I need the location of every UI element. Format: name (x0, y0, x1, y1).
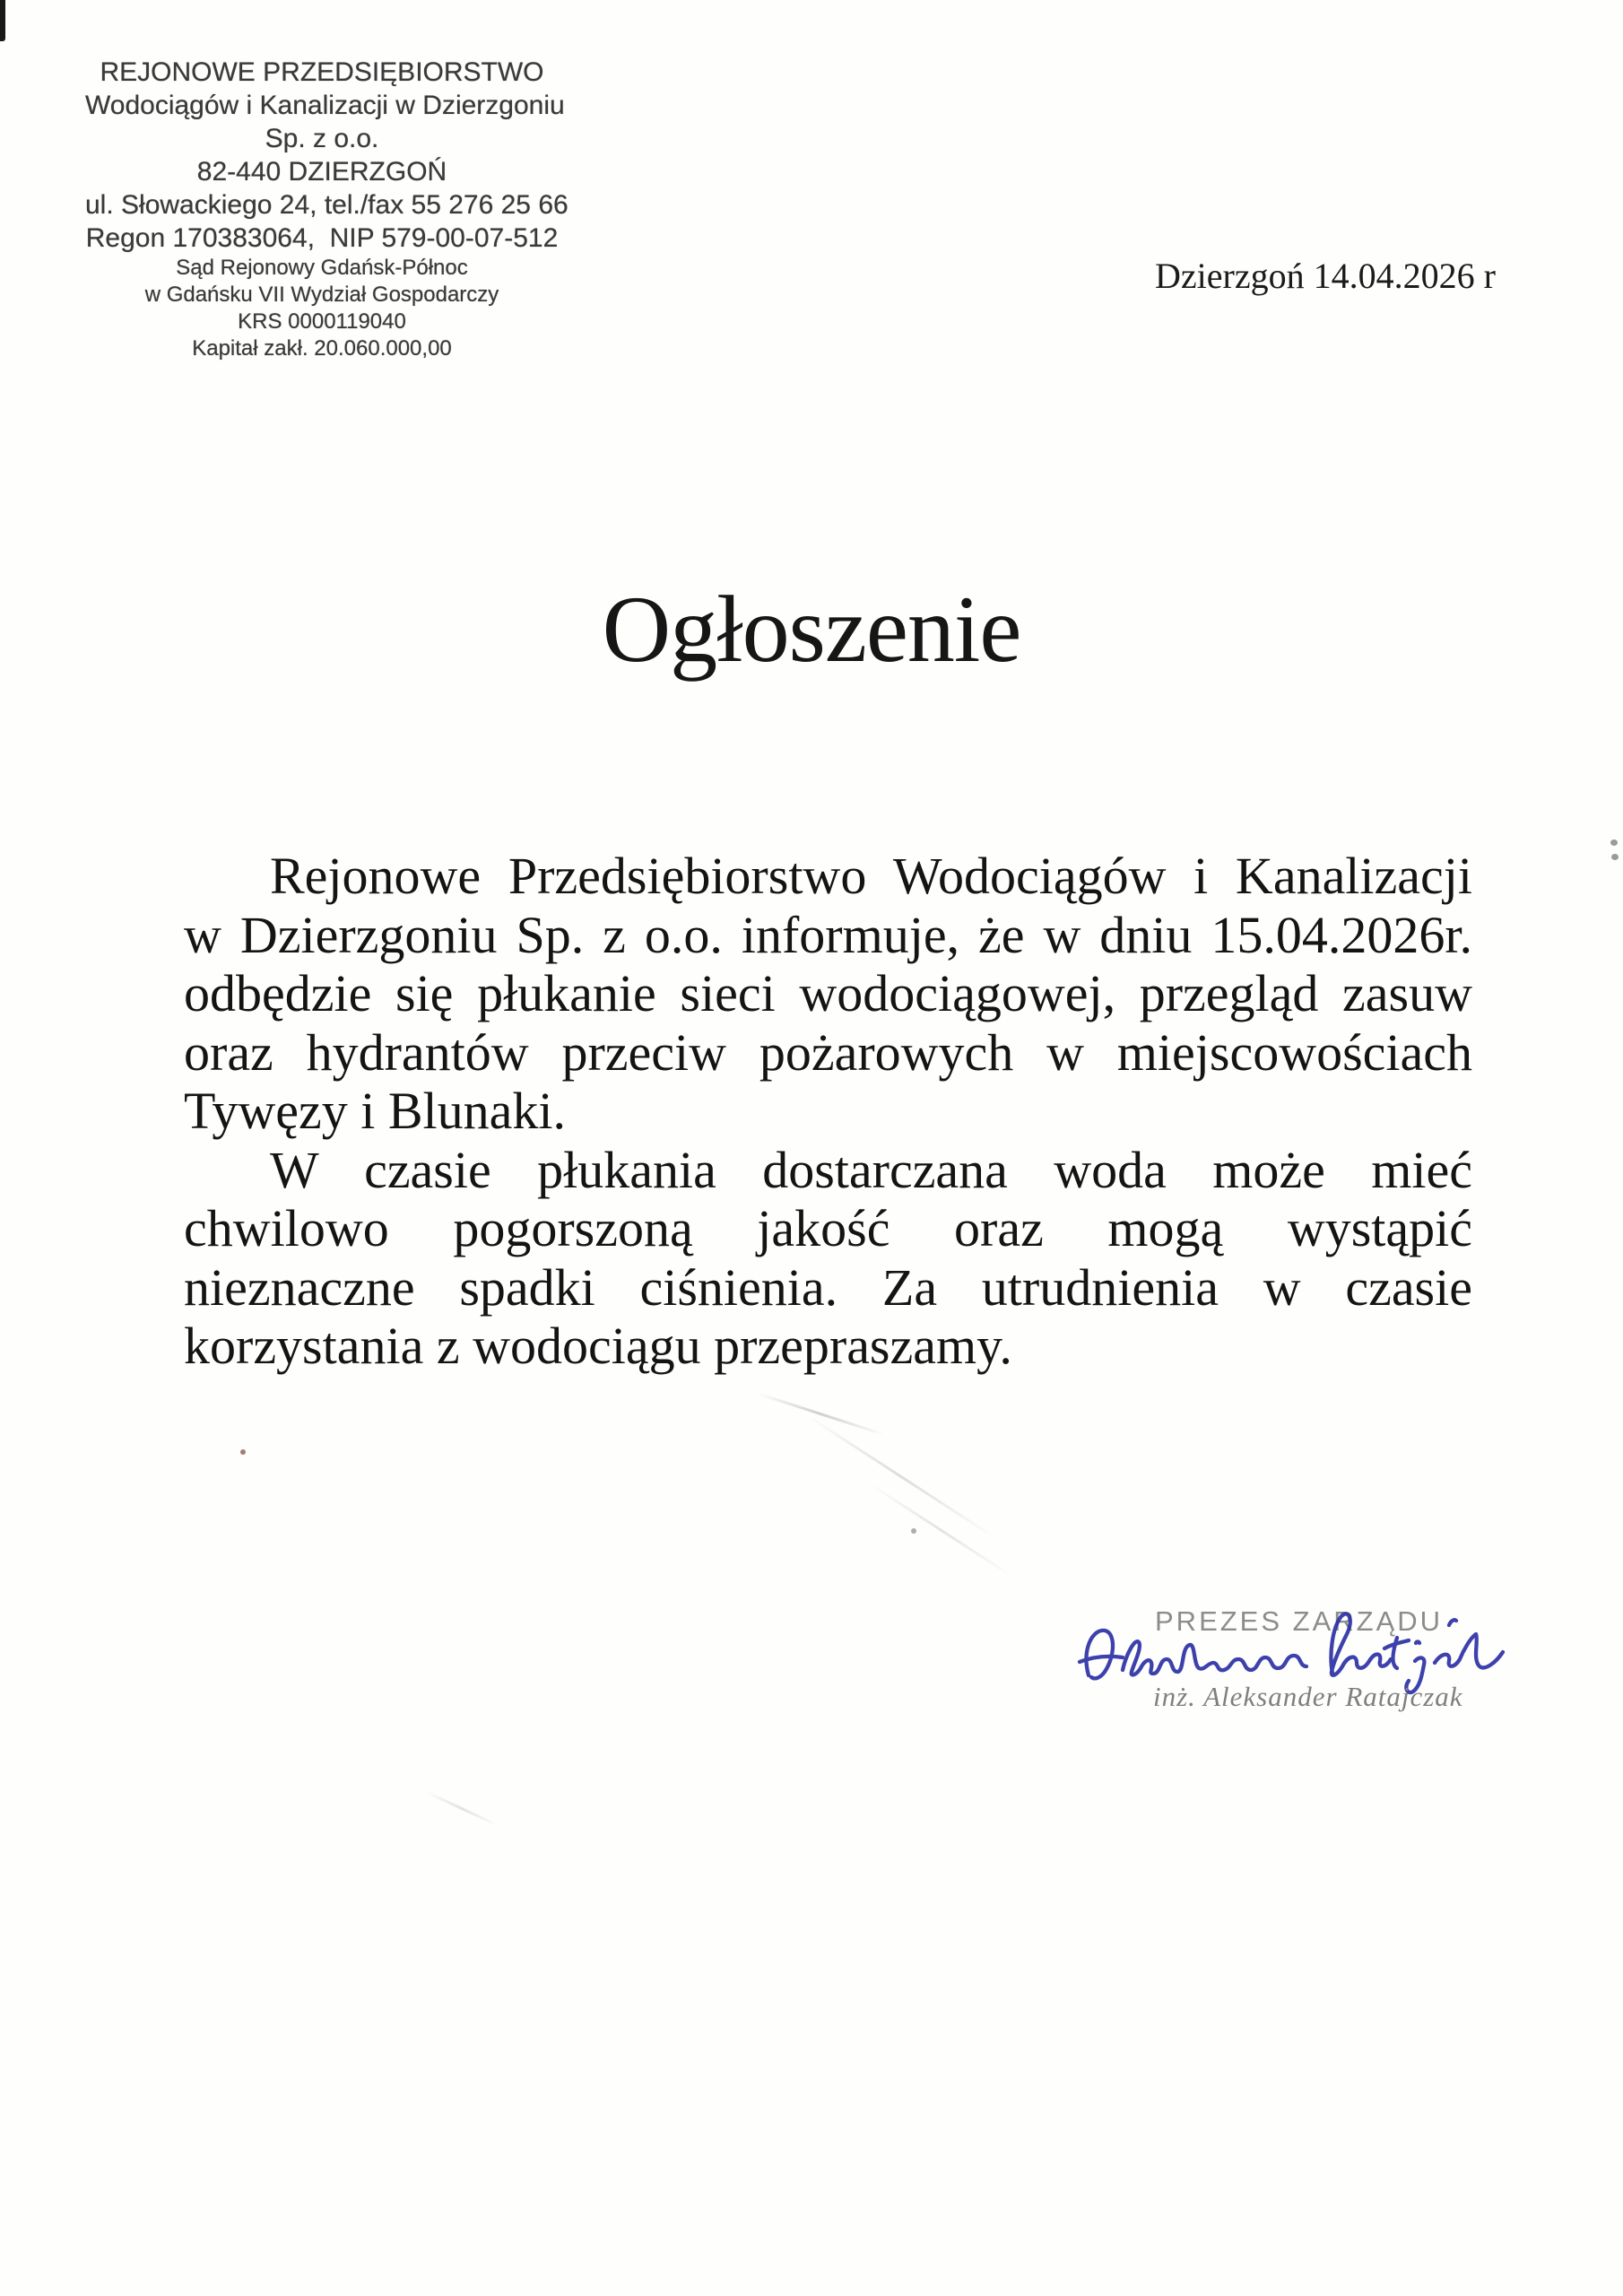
scan-smudge (870, 1483, 1014, 1578)
body-line: odbędzie się płukanie sieci wodociągowej, przegląd zasuw (184, 964, 1472, 1022)
body-line: oraz hydrantów przeciw pożarowych w miejscowościach (184, 1022, 1472, 1082)
letterhead-company-name-2: Wodociągów i Kanalizacji w Dzierzgoniu (85, 91, 565, 120)
body-line: Rejonowe Przedsiębiorstwo Wodociągów i Kanalizacji (270, 847, 1472, 905)
page-title: Ogłoszenie (602, 577, 1021, 682)
scan-speck (1610, 839, 1618, 846)
announcement-body (184, 847, 1472, 1376)
letterhead-court: Sąd Rejonowy Gdańsk-Północ (176, 256, 468, 280)
scan-speck (1611, 854, 1619, 860)
letterhead-krs: KRS 0000119040 (238, 309, 406, 334)
scan-speck (911, 1528, 916, 1534)
letterhead-address-phone: ul. Słowackiego 24, tel./fax 55 276 25 66 (85, 190, 568, 220)
letterhead-company-name: REJONOWE PRZEDSIĘBIORSTWO (100, 57, 544, 87)
letterhead-capital: Kapitał zakł. 20.060.000,00 (192, 336, 452, 361)
body-line: chwilowo pogorszoną jakość oraz mogą wystąpić (184, 1199, 1472, 1257)
letterhead-postal-city: 82-440 DZIERZGOŃ (196, 157, 447, 187)
letterhead-legal-form: Sp. z o.o. (265, 124, 379, 153)
signature-role: PREZES ZARZĄDU (1155, 1605, 1444, 1637)
scan-edge-mark (0, 0, 5, 41)
dateline: Dzierzgoń 14.04.2026 r (1155, 256, 1496, 296)
letterhead-regon-nip: Regon 170383064, NIP 579-00-07-512 (85, 223, 559, 253)
body-line: nieznaczne spadki ciśnienia. Za utrudnienia w czasie (184, 1257, 1472, 1317)
scan-smudge (756, 1392, 885, 1436)
body-line: W czasie płukania dostarczana woda może mieć (270, 1140, 1472, 1199)
body-line: w Dzierzgoniu Sp. z o.o. informuje, że w dniu 15.04.2026r. (184, 905, 1472, 964)
scan-smudge (425, 1790, 499, 1827)
scan-speck (240, 1449, 246, 1455)
body-line: korzystania z wodociągu przepraszamy. (184, 1317, 1012, 1375)
scan-smudge (806, 1414, 995, 1539)
letterhead-stamp (85, 56, 568, 362)
body-line: Tywęzy i Blunaki. (184, 1082, 567, 1140)
signature-printed-name: inż. Aleksander Ratajczak (1153, 1681, 1463, 1712)
letterhead-court-division: w Gdańsku VII Wydział Gospodarczy (144, 283, 499, 307)
